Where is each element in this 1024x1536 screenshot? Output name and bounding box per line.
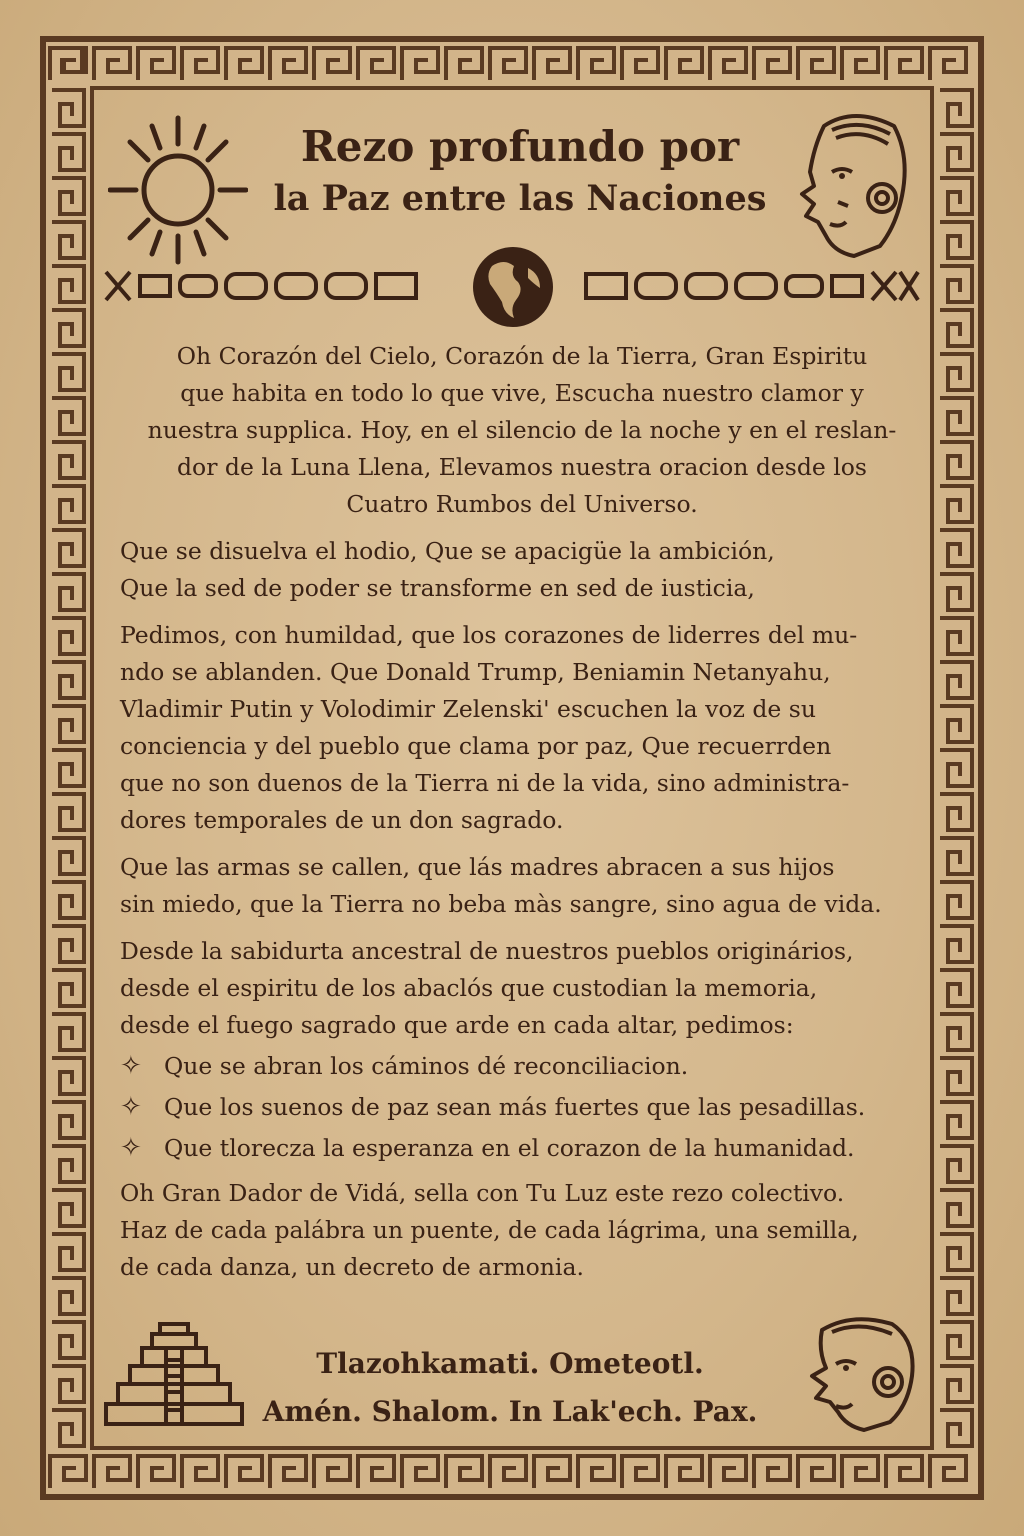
- paragraph-hatred: [108, 533, 936, 607]
- list-item: [108, 1128, 936, 1169]
- paragraph-line: Pedimos, con humildad, que los corazones de liderres del mu-: [120, 621, 858, 649]
- paragraph-weapons: [108, 849, 936, 923]
- mayan-profile-icon: [792, 1310, 922, 1434]
- paragraph-closing-plea: [108, 1175, 936, 1286]
- paragraph-line: Haz de cada palábra un puente, de cada lágrima, una semilla,: [120, 1216, 859, 1244]
- list-item: [108, 1046, 936, 1087]
- pyramid-icon: [104, 1320, 244, 1430]
- closing-blessing: [230, 1340, 790, 1436]
- list-item: [108, 1087, 936, 1128]
- paragraph-wisdom: [108, 933, 936, 1044]
- paragraph-line: sin miedo, que la Tierra no beba màs sangre, sino agua de vida.: [120, 890, 882, 918]
- intro-line: Cuatro Rumbos del Universo.: [346, 490, 698, 518]
- left-fret-band: [46, 86, 90, 1450]
- top-fret-band: [46, 42, 978, 86]
- title-line-2: la Paz entre las Naciones: [273, 178, 767, 219]
- bullet-list: [108, 1046, 936, 1169]
- paragraph-line: Desde la sabidurta ancestral de nuestros pueblos originários,: [120, 937, 854, 965]
- intro-line: que habita en todo lo que vive, Escucha nuestro clamor y: [180, 379, 864, 407]
- bullet-text: Que se abran los cáminos dé reconciliacion.: [164, 1052, 689, 1080]
- intro-paragraph: [108, 338, 936, 523]
- bottom-fret-band: [46, 1450, 978, 1494]
- paragraph-line: desde el fuego sagrado que arde en cada altar, pedimos:: [120, 1011, 794, 1039]
- paragraph-line: desde el espiritu de los abaclós que custodian la memoria,: [120, 974, 818, 1002]
- globe-icon: [470, 244, 556, 330]
- intro-line: nuestra supplica. Hoy, en el silencio de la noche y en el reslan-: [147, 416, 897, 444]
- right-fret-band: [934, 86, 978, 1450]
- sparkle-icon: ✧: [120, 1092, 142, 1122]
- paragraph-line: de cada danza, un decreto de armonia.: [120, 1253, 584, 1281]
- paragraph-line: Que se disuelva el hodio, Que se apacigüe la ambición,: [120, 537, 775, 565]
- title-line-1: Rezo profundo por: [300, 122, 740, 171]
- paragraph-leaders: [108, 617, 936, 839]
- prayer-body: [108, 338, 936, 1296]
- paragraph-line: ndo se ablanden. Que Donald Trump, Beniamin Netanyahu,: [120, 658, 831, 686]
- paragraph-line: Oh Gran Dador de Vidá, sella con Tu Luz este rezo colectivo.: [120, 1179, 845, 1207]
- closing-line-1: Tlazohkamati. Ometeotl.: [316, 1347, 704, 1380]
- intro-line: dor de la Luna Llena, Elevamos nuestra oracion desde los: [177, 453, 867, 481]
- mayan-head-icon: [784, 106, 914, 266]
- paragraph-line: dores temporales de un don sagrado.: [120, 806, 564, 834]
- prayer-title: [250, 120, 790, 224]
- sparkle-icon: ✧: [120, 1051, 142, 1081]
- sun-icon: [108, 110, 248, 270]
- paragraph-line: que no son duenos de la Tierra ni de la vida, sino administra-: [120, 769, 850, 797]
- sparkle-icon: ✧: [120, 1133, 142, 1163]
- paragraph-line: Que las armas se callen, que lás madres abracen a sus hijos: [120, 853, 835, 881]
- paragraph-line: conciencia y del pueblo que clama por paz, Que recuerrden: [120, 732, 832, 760]
- intro-line: Oh Corazón del Cielo, Corazón de la Tierra, Gran Espiritu: [176, 342, 868, 370]
- bullet-text: Que tlorecza la esperanza en el corazon de la humanidad.: [164, 1134, 855, 1162]
- bullet-text: Que los suenos de paz sean más fuertes que las pesadillas.: [164, 1093, 866, 1121]
- closing-line-2: Amén. Shalom. In Lak'ech. Pax.: [262, 1395, 758, 1428]
- paragraph-line: Que la sed de poder se transforme en sed de iusticia,: [120, 574, 755, 602]
- paragraph-line: Vladimir Putin y Volodimir Zelenski' escuchen la voz de su: [120, 695, 817, 723]
